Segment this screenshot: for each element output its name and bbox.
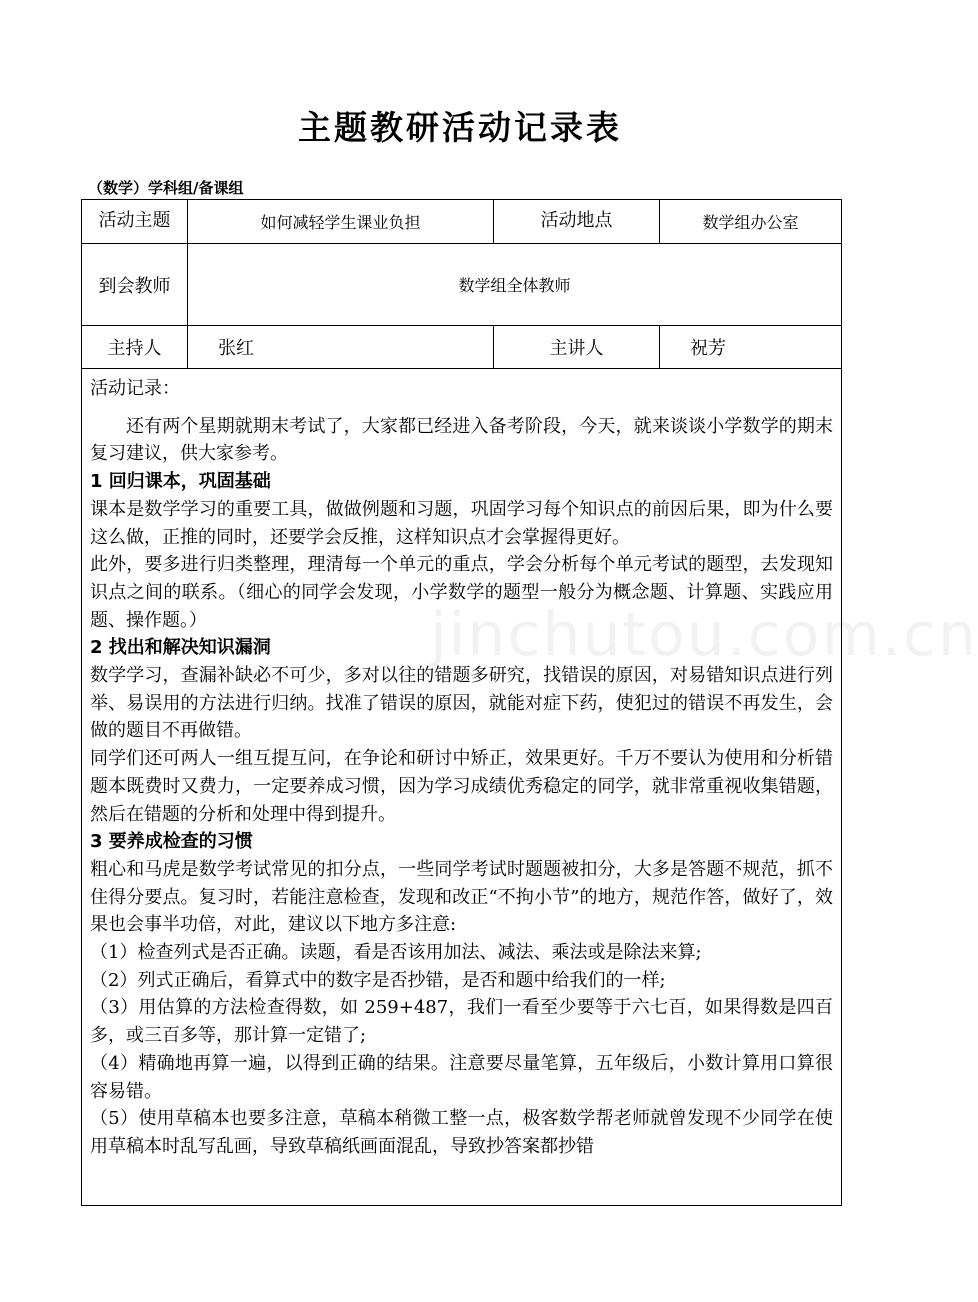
host-value: 张红: [188, 326, 494, 369]
attendees-row: [82, 244, 842, 326]
activity-record-cell: [82, 369, 842, 1206]
speaker-label: 主讲人: [494, 326, 660, 369]
section-1-paragraph-1: 课本是数学学习的重要工具，做做例题和习题，巩固学习每个知识点的前因后果，即为什么要这么做，正推的同时，还要学会反推，这样知识点才会掌握得更好。: [90, 498, 833, 548]
location-label: 活动地点: [494, 200, 660, 244]
section-2-paragraph-1: 数学学习，查漏补缺必不可少，多对以往的错题多研究，找错误的原因，对易错知识点进行列举、易误用的方法进行归纳。找准了错误的原因，就能对症下药，使犯过的错误不再发生，会做的题目不再做错。: [90, 665, 833, 742]
section-3-paragraph-1: 粗心和马虎是数学考试常见的扣分点，一些同学考试时题题被扣分，大多是答题不规范，抓不住得分要点。复习时，若能注意检查，发现和改正“不拘小节”的地方，规范作答，做好了，效果也会事半功倍，对此，建议以下地方多注意:: [90, 858, 833, 936]
watermark: jinchutou.com.cn: [430, 600, 978, 670]
activity-record-form: [81, 199, 842, 1206]
topic-row: [82, 200, 842, 244]
location-value: 数学组办公室: [660, 200, 842, 244]
section-1-paragraph-2: 此外，要多进行归类整理，理清每一个单元的重点，学会分析每个单元考试的题型，去发现知识点之间的联系。（细心的同学会发现，小学数学的题型一般分为概念题、计算题、实践应用题、操作题。）: [90, 554, 833, 631]
attendees-value: 数学组全体教师: [188, 244, 842, 326]
check-item-2: （2）列式正确后，看算式中的数字是否抄错，是否和题中给我们的一样;: [90, 969, 666, 991]
subject-group-line: （数学）学科组/备课组: [88, 179, 244, 197]
section-2-heading: 2 找出和解决知识漏洞: [90, 637, 271, 659]
speaker-value: 祝芳: [660, 326, 842, 369]
check-item-4: （4）精确地再算一遍，以得到正确的结果。注意要尽量笔算，五年级后，小数计算用口算很容易错。: [90, 1052, 833, 1102]
host-label: 主持人: [82, 326, 188, 369]
record-row: [82, 369, 842, 1206]
attendees-label: 到会教师: [82, 244, 188, 326]
page-title: 主题教研活动记录表: [298, 108, 622, 147]
host-row: [82, 326, 842, 369]
section-1-heading: 1 回归课本，巩固基础: [90, 471, 271, 493]
topic-value: 如何减轻学生课业负担: [188, 200, 494, 244]
section-3-heading: 3 要养成检查的习惯: [90, 831, 253, 853]
check-item-5: （5）使用草稿本也要多注意，草稿本稍微工整一点，极客数学帮老师就曾发现不少同学在使用草稿本时乱写乱画，导致草稿纸画面混乱，导致抄答案都抄错: [90, 1108, 833, 1157]
topic-label: 活动主题: [82, 200, 188, 244]
record-label: 活动记录：: [90, 378, 180, 399]
record-intro: 还有两个星期就期末考试了，大家都已经进入备考阶段，今天，就来谈谈小学数学的期末复习建议，供大家参考。: [90, 415, 833, 465]
check-item-1: （1）检查列式是否正确。读题，看是否该用加法、减法、乘法或是除法来算;: [90, 942, 702, 964]
section-2-paragraph-2: 同学们还可两人一组互提互问，在争论和研讨中矫正，效果更好。千万不要认为使用和分析错题本既费时又费力，一定要养成习惯，因为学习成绩优秀稳定的同学，就非常重视收集错题，然后在错题的分析和处理中得到提升。: [90, 748, 833, 825]
check-item-3: （3）用估算的方法检查得数，如 259+487，我们一看至少要等于六七百，如果得数是四百多，或三百多等，那计算一定错了;: [90, 997, 833, 1047]
